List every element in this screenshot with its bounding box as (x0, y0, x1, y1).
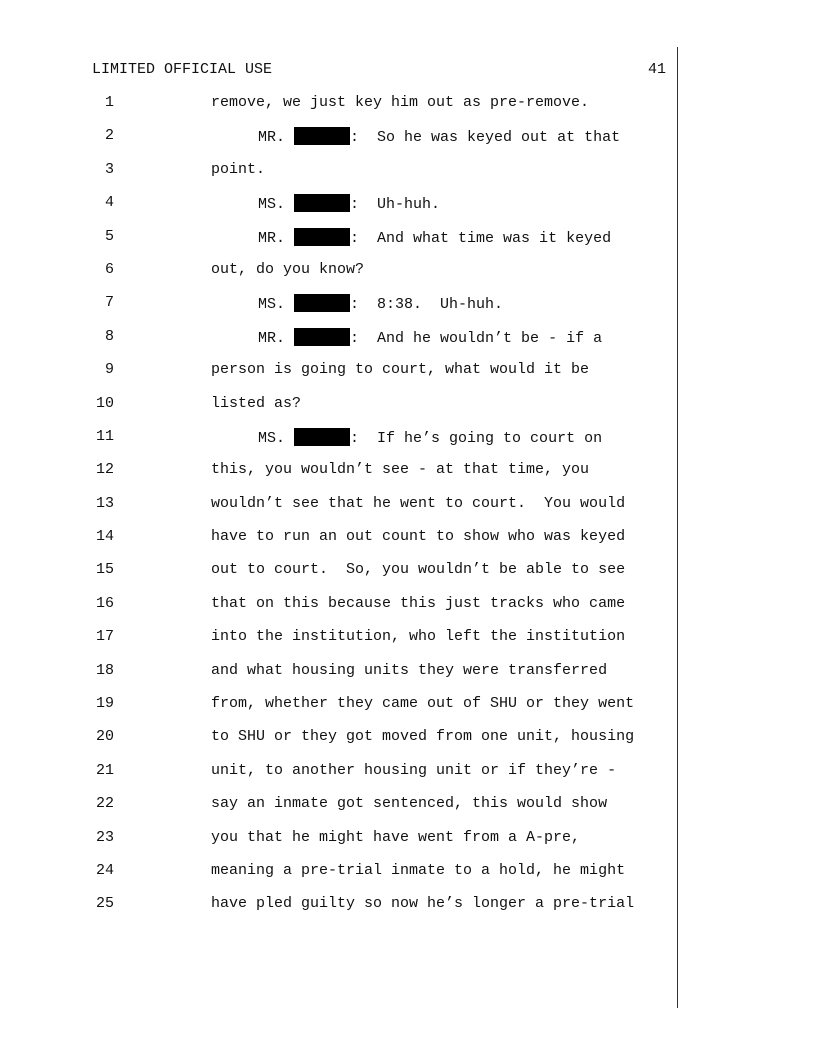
line-text: have to run an out count to show who was keyed (211, 528, 626, 546)
document-marking: LIMITED OFFICIAL USE (92, 61, 273, 78)
line-number: 12 (95, 461, 114, 479)
transcript-line (0, 662, 676, 695)
line-text: meaning a pre-trial inmate to a hold, he might (211, 861, 626, 879)
line-text: from, whether they came out of SHU or they went (211, 695, 635, 713)
speaker-line (258, 294, 503, 313)
line-number: 7 (104, 294, 114, 312)
speaker-text: : If he’s going to court on (350, 429, 603, 447)
line-number: 22 (95, 795, 114, 813)
transcript-body (0, 94, 676, 929)
line-number: 23 (95, 828, 114, 846)
speaker-text: : 8:38. Uh-huh. (350, 296, 504, 314)
line-number: 8 (104, 327, 114, 345)
transcript-line (0, 361, 676, 394)
line-text: have pled guilty so now he’s longer a pre-trial (211, 895, 635, 913)
speaker-line (258, 194, 440, 213)
speaker-text: : And he wouldn’t be - if a (350, 329, 603, 347)
line-number: 1 (104, 94, 114, 111)
line-text: to SHU or they got moved from one unit, housing (211, 728, 635, 746)
transcript-line (0, 762, 676, 795)
right-margin-rule (677, 47, 678, 1008)
line-number: 5 (104, 227, 114, 245)
transcript-line (0, 395, 676, 428)
line-text: remove, we just key him out as pre-remove. (211, 94, 590, 111)
transcript-line (0, 829, 676, 862)
speaker-text: : Uh-huh. (350, 196, 441, 214)
speaker-line (258, 228, 611, 247)
transcript-line (0, 461, 676, 494)
transcript-line (0, 628, 676, 661)
line-number: 13 (95, 494, 114, 512)
transcript-line (0, 595, 676, 628)
transcript-line (0, 895, 676, 928)
transcript-line (0, 495, 676, 528)
line-text: that on this because this just tracks who came (211, 594, 626, 612)
line-number: 24 (95, 861, 114, 879)
line-text: out, do you know? (211, 260, 365, 278)
transcript-line (0, 261, 676, 294)
transcript-line (0, 428, 676, 461)
line-number: 17 (95, 628, 114, 646)
transcript-line (0, 561, 676, 594)
line-number: 19 (95, 695, 114, 713)
line-number: 20 (95, 728, 114, 746)
transcript-line (0, 862, 676, 895)
redaction-box (294, 428, 350, 446)
redaction-box (294, 228, 350, 246)
line-number: 15 (95, 561, 114, 579)
redaction-box (294, 127, 350, 145)
line-text: person is going to court, what would it be (211, 361, 590, 379)
line-number: 2 (104, 127, 114, 145)
speaker-label: MR. (258, 129, 286, 147)
speaker-line (258, 328, 602, 347)
line-number: 18 (95, 661, 114, 679)
transcript-line (0, 795, 676, 828)
transcript-line (0, 328, 676, 361)
line-text: you that he might have went from a A-pre, (211, 828, 581, 846)
transcript-line (0, 127, 676, 160)
transcript-line (0, 294, 676, 327)
line-number: 16 (95, 594, 114, 612)
line-text: unit, to another housing unit or if they’re - (211, 761, 617, 779)
line-number: 14 (95, 528, 114, 546)
speaker-label: MS. (258, 196, 286, 214)
speaker-label: MS. (258, 429, 286, 447)
line-number: 11 (95, 427, 114, 445)
line-number: 25 (95, 895, 114, 913)
speaker-line (258, 127, 620, 146)
transcript-line (0, 728, 676, 761)
transcript-line (0, 228, 676, 261)
speaker-label: MR. (258, 229, 286, 247)
line-text: listed as? (211, 394, 302, 412)
redaction-box (294, 294, 350, 312)
line-text: say an inmate got sentenced, this would show (211, 795, 608, 813)
line-text: point. (211, 160, 266, 178)
redaction-box (294, 328, 350, 346)
line-text: into the institution, who left the institution (211, 628, 626, 646)
speaker-line (258, 428, 602, 447)
transcript-line (0, 528, 676, 561)
transcript-line (0, 94, 676, 127)
line-text: and what housing units they were transferred (211, 661, 608, 679)
speaker-text: : And what time was it keyed (350, 229, 612, 247)
speaker-label: MR. (258, 329, 286, 347)
transcript-line (0, 695, 676, 728)
line-text: out to court. So, you wouldn’t be able to see (211, 561, 626, 579)
redaction-box (294, 194, 350, 212)
line-text: wouldn’t see that he went to court. You would (211, 494, 626, 512)
transcript-line (0, 161, 676, 194)
line-text: this, you wouldn’t see - at that time, you (211, 461, 590, 479)
transcript-line (0, 194, 676, 227)
line-number: 4 (104, 194, 114, 212)
speaker-text: : So he was keyed out at that (350, 129, 621, 147)
speaker-label: MS. (258, 296, 286, 314)
line-number: 6 (104, 260, 114, 278)
line-number: 10 (95, 394, 114, 412)
page-number: 41 (647, 61, 666, 78)
line-number: 9 (104, 361, 114, 379)
line-number: 21 (95, 761, 114, 779)
line-number: 3 (104, 160, 114, 178)
